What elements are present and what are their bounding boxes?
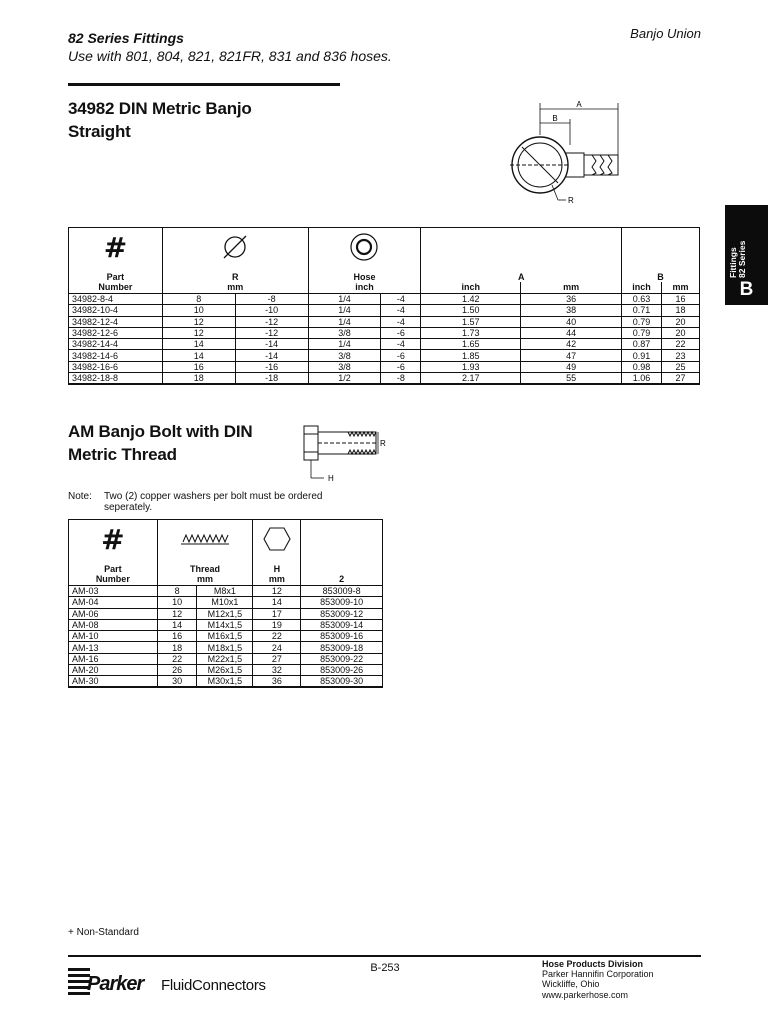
table-cell: 3/8	[308, 350, 381, 361]
hose-icon	[348, 231, 380, 263]
table-cell: 1.73	[421, 327, 521, 338]
table-cell: -12	[235, 316, 308, 327]
table-cell: 18	[162, 373, 235, 385]
table-cell: AM-04	[69, 597, 158, 608]
table-row	[69, 676, 383, 688]
bolt-section-title: AM Banjo Bolt with DIN Metric Thread	[68, 422, 253, 464]
hdr-a-mm: mm	[521, 282, 622, 294]
table-cell: 2.17	[421, 373, 521, 385]
table-row	[69, 597, 383, 608]
table-cell: 853009-16	[301, 631, 383, 642]
table-cell: M22x1,5	[197, 653, 253, 664]
page-number: B-253	[370, 962, 400, 974]
table-cell: 25	[661, 361, 699, 372]
table-cell: 34982-14-4	[69, 339, 163, 350]
table-cell: -4	[381, 316, 421, 327]
table-cell: 0.98	[622, 361, 662, 372]
table-row	[69, 608, 383, 619]
table-cell: 49	[521, 361, 622, 372]
note-text: Two (2) copper washers per bolt must be ordered seperately.	[104, 491, 323, 513]
table-cell: M16x1,5	[197, 631, 253, 642]
table-cell: 34982-14-6	[69, 350, 163, 361]
division-name: Hose Products Division	[542, 959, 644, 969]
table-cell: AM-13	[69, 642, 158, 653]
hdr-a: A	[421, 268, 622, 282]
table-row	[69, 350, 700, 361]
table-row	[69, 327, 700, 338]
table-cell: AM-08	[69, 619, 158, 630]
table-cell: 18	[661, 305, 699, 316]
banjo-section-title: 34982 DIN Metric Banjo Straight	[68, 99, 252, 141]
table-cell: -6	[381, 350, 421, 361]
table-cell: 0.91	[622, 350, 662, 361]
table-cell: 22	[157, 653, 197, 664]
table-cell: 36	[521, 294, 622, 305]
side-tab-line1: Fittings	[728, 247, 738, 278]
table-cell: 0.87	[622, 339, 662, 350]
table-cell: M8x1	[197, 586, 253, 597]
brand-text: FluidConnectors	[161, 977, 266, 994]
table-cell: 0.79	[622, 327, 662, 338]
table-cell: M30x1,5	[197, 676, 253, 688]
table-cell: -6	[381, 361, 421, 372]
hdr-number: Number	[69, 574, 158, 586]
table-cell: 0.79	[622, 316, 662, 327]
footnote: + Non-Standard	[68, 927, 139, 938]
table-cell: 14	[162, 339, 235, 350]
logo-text: Parker	[87, 973, 144, 995]
hash-icon: #	[101, 522, 125, 556]
table-cell: 1.85	[421, 350, 521, 361]
table-cell: AM-10	[69, 631, 158, 642]
table-cell: 26	[157, 665, 197, 676]
hash-icon-cell	[69, 520, 158, 560]
table-cell: 1.42	[421, 294, 521, 305]
hash-icon-cell	[69, 228, 163, 268]
website-link[interactable]: www.parkerhose.com	[542, 990, 629, 1000]
table-row	[69, 316, 700, 327]
table-cell: 14	[162, 350, 235, 361]
table-cell: 34982-10-4	[69, 305, 163, 316]
bolt-label-r: R	[380, 439, 386, 448]
table-row	[69, 631, 383, 642]
table-cell: 20	[661, 316, 699, 327]
table-cell: 38	[521, 305, 622, 316]
table-cell: 1.65	[421, 339, 521, 350]
table-cell: -4	[381, 305, 421, 316]
table-row	[69, 653, 383, 664]
hdr-part: Part	[69, 560, 158, 574]
table-cell: 19	[253, 619, 301, 630]
diagram-label-b: B	[552, 114, 558, 123]
corporation-city: Wickliffe, Ohio	[542, 979, 600, 989]
table-cell: 34982-12-4	[69, 316, 163, 327]
bolt-diagram-icon	[300, 420, 390, 486]
table-cell: 44	[521, 327, 622, 338]
table-cell: 1.57	[421, 316, 521, 327]
thread-icon-cell	[157, 520, 253, 560]
table-cell: -14	[235, 350, 308, 361]
table-cell: 1.06	[622, 373, 662, 385]
parker-logo-icon	[68, 967, 156, 996]
table-cell: 0.71	[622, 305, 662, 316]
table-row	[69, 339, 700, 350]
table-cell: 10	[157, 597, 197, 608]
table-cell: 27	[253, 653, 301, 664]
table-cell: 853009-30	[301, 676, 383, 688]
table-cell: 18	[157, 642, 197, 653]
side-tab-letter: B	[739, 279, 754, 300]
hash-icon: #	[103, 230, 128, 264]
banjo-table	[68, 227, 700, 385]
bolt-label-h: H	[328, 474, 334, 483]
table-cell: 22	[253, 631, 301, 642]
hdr-thread-unit: mm	[157, 574, 253, 586]
table-cell: 22	[661, 339, 699, 350]
hdr-part: Part	[69, 268, 163, 282]
table-cell: 1.93	[421, 361, 521, 372]
hdr-hose-unit: inch	[308, 282, 421, 294]
table-cell: 853009-10	[301, 597, 383, 608]
table-cell: M10x1	[197, 597, 253, 608]
table-row	[69, 305, 700, 316]
hex-nut-icon	[263, 526, 291, 552]
table-cell: 17	[253, 608, 301, 619]
table-cell: 34982-8-4	[69, 294, 163, 305]
table-cell: -10	[235, 305, 308, 316]
table-cell: AM-20	[69, 665, 158, 676]
diagram-label-a: A	[576, 100, 582, 109]
table-cell: 853009-12	[301, 608, 383, 619]
table-cell: 12	[162, 316, 235, 327]
table-cell: -4	[381, 294, 421, 305]
table-cell: 40	[521, 316, 622, 327]
table-cell: 24	[253, 642, 301, 653]
table-cell: 1/4	[308, 339, 381, 350]
table-cell: -8	[235, 294, 308, 305]
table-cell: 3/8	[308, 327, 381, 338]
table-cell: 30	[157, 676, 197, 688]
table-row	[69, 361, 700, 372]
hdr-a-inch: inch	[421, 282, 521, 294]
table-cell: AM-06	[69, 608, 158, 619]
hdr-b-mm: mm	[661, 282, 699, 294]
side-tab-line2: 82 Series	[737, 240, 747, 278]
header-rule	[68, 83, 340, 86]
table-cell: 853009-8	[301, 586, 383, 597]
table-cell: 8	[162, 294, 235, 305]
hdr-r-unit: mm	[162, 282, 308, 294]
table-cell: 34982-12-6	[69, 327, 163, 338]
table-cell: 8	[157, 586, 197, 597]
table-cell: -12	[235, 327, 308, 338]
table-cell: -16	[235, 361, 308, 372]
table-cell: 47	[521, 350, 622, 361]
table-row	[69, 665, 383, 676]
thread-icon	[179, 532, 231, 546]
table-cell: 16	[661, 294, 699, 305]
table-cell: 853009-22	[301, 653, 383, 664]
hdr-r: R	[162, 268, 308, 282]
hdr-b-inch: inch	[622, 282, 662, 294]
table-row	[69, 373, 700, 385]
note-label: Note:	[68, 491, 92, 502]
table-cell: 853009-14	[301, 619, 383, 630]
diagram-label-r: R	[568, 196, 574, 205]
table-cell: 23	[661, 350, 699, 361]
table-cell: 42	[521, 339, 622, 350]
table-cell: 1.50	[421, 305, 521, 316]
table-cell: 12	[157, 608, 197, 619]
table-cell: 14	[253, 597, 301, 608]
hose-icon-cell	[308, 228, 421, 268]
table-row	[69, 294, 700, 305]
table-cell: 853009-26	[301, 665, 383, 676]
table-cell: 20	[661, 327, 699, 338]
table-cell: 16	[157, 631, 197, 642]
table-cell: M12x1,5	[197, 608, 253, 619]
diameter-icon	[220, 232, 250, 262]
table-cell: M14x1,5	[197, 619, 253, 630]
table-cell: M18x1,5	[197, 642, 253, 653]
table-cell: 34982-18-8	[69, 373, 163, 385]
table-cell: 12	[253, 586, 301, 597]
footer-rule	[68, 955, 701, 957]
series-subtitle: Use with 801, 804, 821, 821FR, 831 and 836 hoses.	[68, 48, 392, 64]
table-row	[69, 586, 383, 597]
table-cell: 3/8	[308, 361, 381, 372]
table-cell: 1/2	[308, 373, 381, 385]
table-cell: -14	[235, 339, 308, 350]
hex-icon-cell	[253, 520, 301, 560]
corporation-name: Parker Hannifin Corporation	[542, 969, 654, 979]
table-cell: -8	[381, 373, 421, 385]
table-cell: 14	[157, 619, 197, 630]
table-cell: 12	[162, 327, 235, 338]
bolt-table	[68, 519, 383, 688]
table-row	[69, 619, 383, 630]
table-cell: 16	[162, 361, 235, 372]
table-cell: AM-03	[69, 586, 158, 597]
table-cell: 27	[661, 373, 699, 385]
hdr-number: Number	[69, 282, 163, 294]
table-cell: -18	[235, 373, 308, 385]
table-cell: 1/4	[308, 316, 381, 327]
series-title: 82 Series Fittings	[68, 30, 184, 46]
table-cell: 853009-18	[301, 642, 383, 653]
hdr-h-unit: mm	[253, 574, 301, 586]
table-cell: 36	[253, 676, 301, 688]
hdr-hose: Hose	[308, 268, 421, 282]
hdr-b: B	[622, 268, 700, 282]
side-tab	[725, 205, 768, 305]
banjo-diagram-icon	[500, 95, 630, 210]
hdr-washer: 2	[301, 574, 383, 586]
section-name: Banjo Union	[630, 26, 701, 41]
table-cell: 10	[162, 305, 235, 316]
table-cell: 1/4	[308, 305, 381, 316]
table-cell: -6	[381, 327, 421, 338]
table-cell: M26x1,5	[197, 665, 253, 676]
hdr-h: H	[253, 560, 301, 574]
table-cell: 0.63	[622, 294, 662, 305]
table-cell: AM-16	[69, 653, 158, 664]
table-cell: 1/4	[308, 294, 381, 305]
table-cell: 55	[521, 373, 622, 385]
diameter-icon-cell	[162, 228, 308, 268]
table-row	[69, 642, 383, 653]
table-cell: 32	[253, 665, 301, 676]
hdr-thread: Thread	[157, 560, 253, 574]
table-cell: 34982-16-6	[69, 361, 163, 372]
table-cell: AM-30	[69, 676, 158, 688]
table-cell: -4	[381, 339, 421, 350]
